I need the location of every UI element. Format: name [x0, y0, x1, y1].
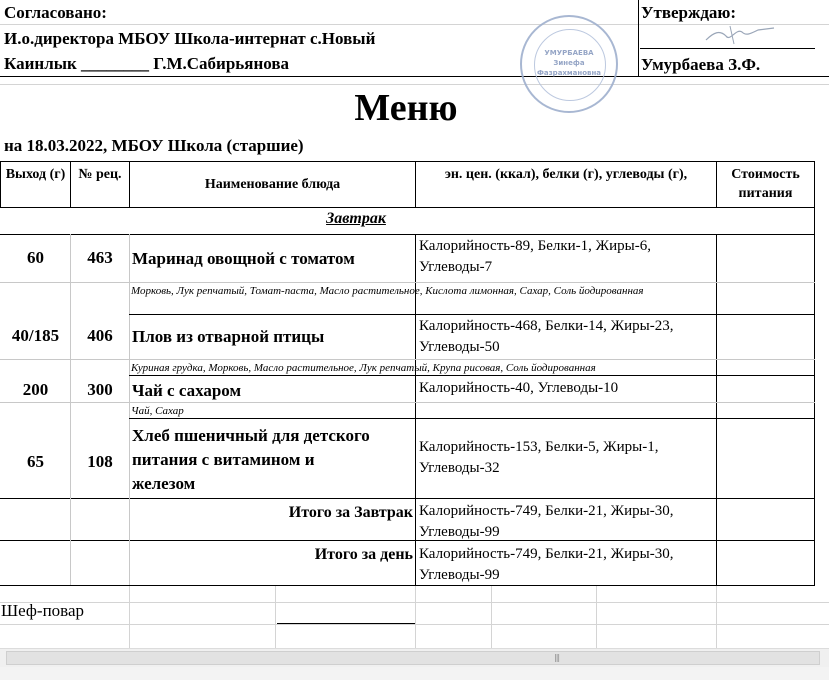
signature-scribble [700, 22, 780, 48]
meal-row-rule [0, 234, 815, 235]
header-bottom-rule-table [0, 207, 815, 208]
gridline [596, 585, 597, 648]
row-ingredients: Куриная грудка, Морковь, Масло растительное, Лук репчатый, Крупа рисовая, Соль йодированная [131, 362, 596, 374]
director-line-2: Каинлык ________ Г.М.Сабирьянова [4, 54, 290, 73]
approver-name: Умурбаева З.Ф. [641, 55, 761, 74]
row-ingredients: Чай, Сахар [131, 405, 184, 417]
row-rule [0, 359, 815, 360]
scrollbar-thumb[interactable] [6, 651, 820, 665]
row-output: 60 [27, 248, 44, 267]
scrollbar-grip-icon: ||| [554, 653, 560, 662]
row-dish-name: Плов из отварной птицы [132, 327, 325, 346]
stamp-line-3: Фазрахмановна [536, 69, 602, 77]
col-header-nutrition: эн. цен. (ккал), белки (г), углеводы (г), [444, 167, 688, 182]
col-line [70, 498, 71, 585]
status-strip [0, 667, 829, 680]
gridline [415, 585, 416, 648]
row-rule [129, 418, 815, 419]
col-line [129, 234, 130, 498]
row-rule [0, 282, 815, 283]
header-divider [638, 0, 639, 76]
table-top-rule [0, 161, 815, 162]
col-header-dish: Наименование блюда [204, 177, 341, 192]
chef-signature-line [277, 623, 415, 624]
director-line-1: И.о.директора МБОУ Школа-интернат с.Новый [4, 29, 376, 48]
total-day-label: Итого за день [314, 546, 413, 563]
approve-label: Утверждаю: [641, 3, 737, 22]
col-header-cost: Стоимость питания [731, 167, 800, 201]
col-line [716, 234, 717, 585]
gridline [716, 585, 717, 648]
total-meal-label: Итого за Завтрак [288, 504, 413, 521]
row-nutrition: Калорийность-153, Белки-5, Жиры-1, Углеводы-32 [419, 439, 659, 476]
row-recipe: 463 [87, 248, 113, 267]
row-recipe: 406 [87, 326, 113, 345]
chef-label: Шеф-повар [1, 601, 85, 620]
meal-title: Завтрак [326, 210, 386, 227]
menu-subtitle: на 18.03.2022, МБОУ Школа (старшие) [4, 136, 304, 155]
gridline [275, 585, 276, 648]
row-dish-name: Чай с сахаром [132, 381, 242, 400]
items-bottom-rule [0, 498, 815, 499]
total-meal-value: Калорийность-749, Белки-21, Жиры-30, Углеводы-99 [419, 503, 674, 540]
row-output: 200 [22, 380, 49, 399]
col-header-recipe: № рец. [78, 167, 122, 182]
row-dish-name: Маринад овощной с томатом [132, 249, 355, 268]
row-output: 40/185 [11, 326, 60, 345]
col-line [814, 161, 815, 585]
row-rule [0, 402, 815, 403]
stamp-line-2: Зинефа [553, 59, 585, 67]
row-output: 65 [27, 452, 44, 471]
row-nutrition: Калорийность-468, Белки-14, Жиры-23, Углеводы-50 [419, 318, 674, 355]
signature-line [640, 48, 815, 49]
row-nutrition: Калорийность-40, Углеводы-10 [419, 380, 619, 396]
gridline [129, 585, 130, 648]
total-day-value: Калорийность-749, Белки-21, Жиры-30, Углеводы-99 [419, 546, 674, 583]
row-nutrition: Калорийность-89, Белки-1, Жиры-6, Углеводы-7 [419, 238, 651, 275]
row-ingredients: Морковь, Лук репчатый, Томат-паста, Масло растительное, Кислота лимонная, Сахар, Соль йодированная [131, 285, 644, 297]
gridline [491, 585, 492, 648]
col-line [415, 161, 416, 207]
stamp-line-1: УМУРБАЕВА [544, 49, 594, 57]
header-bottom-rule [0, 76, 829, 77]
page-title: Меню [354, 87, 458, 129]
row-recipe: 108 [87, 452, 113, 471]
col-header-output: Выход (г) [5, 167, 66, 182]
agreed-label: Согласовано: [4, 3, 107, 22]
row-recipe: 300 [87, 380, 113, 399]
row-dish-name: Хлеб пшеничный для детского питания с витамином и железом [132, 426, 370, 493]
row-rule [129, 314, 815, 315]
row-rule [129, 375, 815, 376]
